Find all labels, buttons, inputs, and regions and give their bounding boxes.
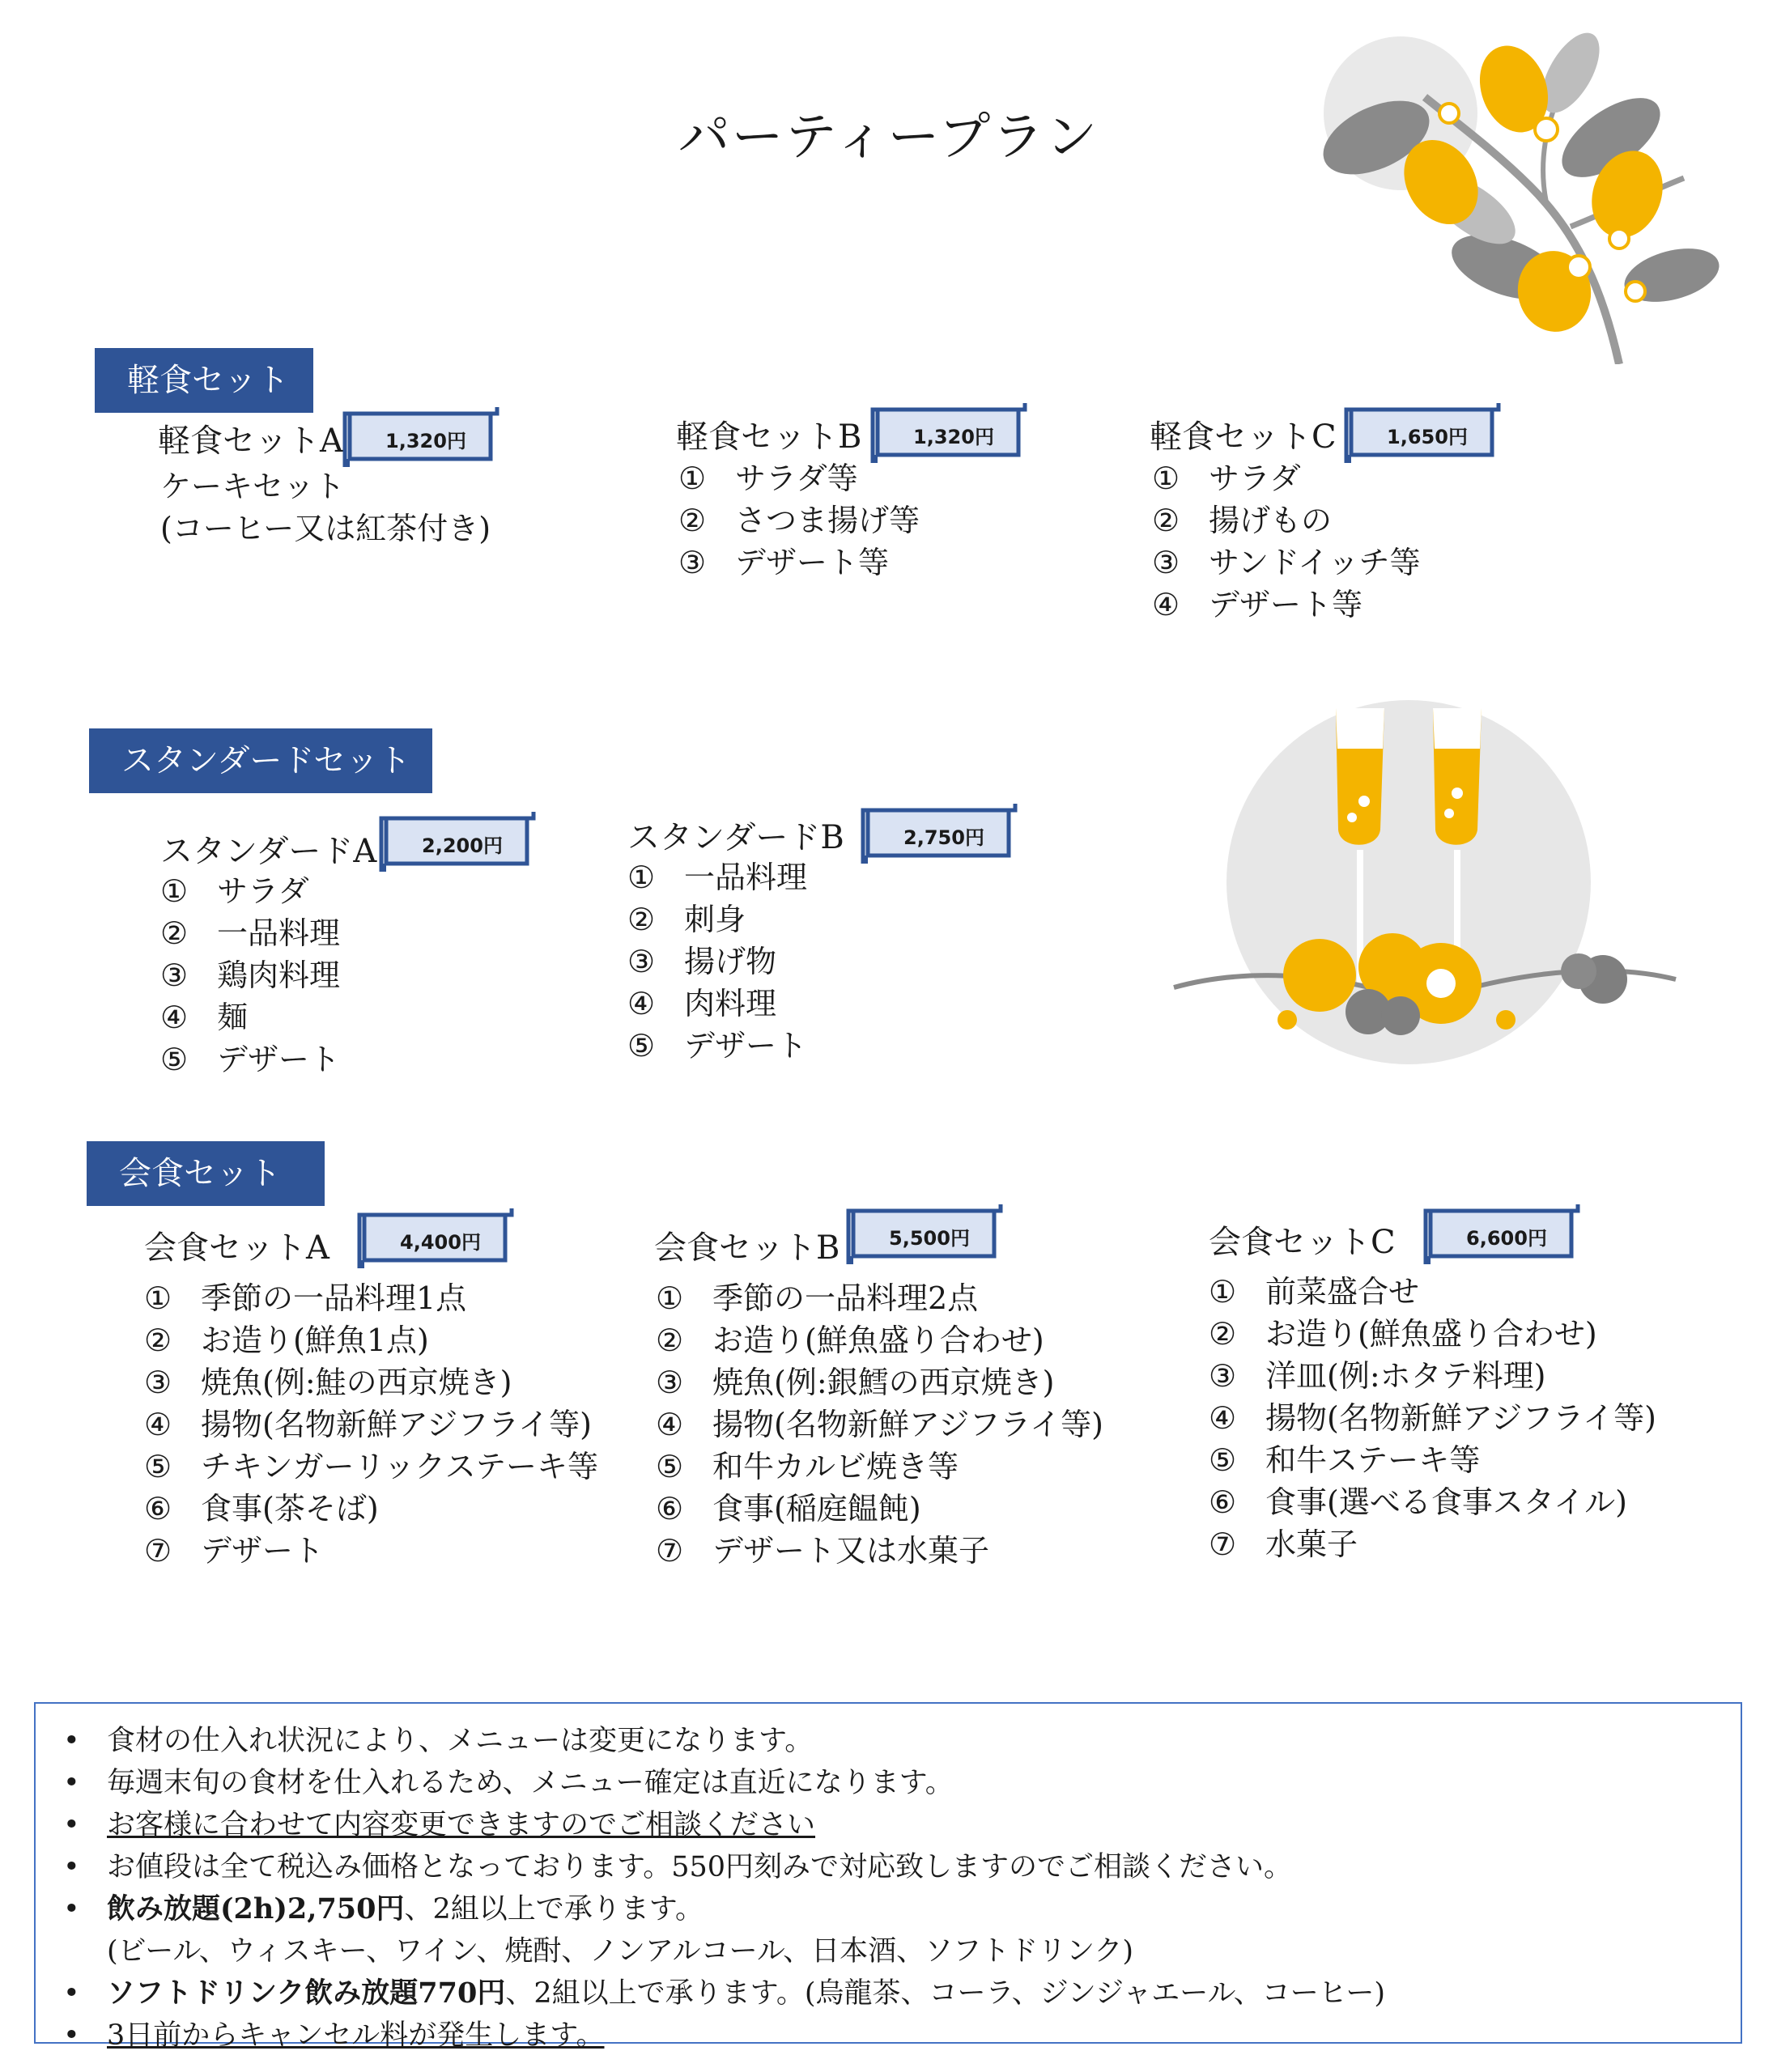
list-item: ④ 揚物(名物新鮮アジフライ等) (144, 1407, 592, 1442)
desc-line: ケーキセット (160, 469, 346, 504)
desc-line: (コーヒー又は紅茶付き) (160, 511, 491, 546)
price-tag-dinner-b (844, 1198, 1010, 1271)
list-item: ③ 焼魚(例:銀鱈の西京焼き) (656, 1365, 1055, 1400)
price-text: 4,400円 (400, 1231, 481, 1254)
set-title-standard-a: スタンダードA (160, 833, 377, 870)
page-title: パーティープラン (678, 108, 1099, 168)
list-item: ① サラダ (160, 873, 309, 909)
list-item: ④ 揚物(名物新鮮アジフライ等) (1209, 1400, 1656, 1436)
lemon-branch-illustration (1303, 24, 1724, 364)
list-item: ② お造り(鮮魚盛り合わせ) (656, 1323, 1044, 1358)
list-item: ① 前菜盛合せ (1209, 1274, 1420, 1310)
note-item: • 3日前からキャンセル料が発生します。 (60, 2015, 1741, 2057)
list-item: ⑤ チキンガーリックステーキ等 (144, 1449, 598, 1484)
price-text: 2,750円 (903, 826, 984, 849)
list-item: ① サラダ (1152, 461, 1301, 496)
list-item: ③ デザート等 (678, 545, 890, 580)
list-item: ② 一品料理 (160, 915, 341, 951)
list-item: ③ 焼魚(例:鮭の西京焼き) (144, 1365, 512, 1400)
list-item: ⑤ デザート (160, 1042, 341, 1077)
list-item: ② 刺身 (627, 902, 746, 937)
price-text: 1,650円 (1387, 426, 1468, 448)
list-item: ① 季節の一品料理2点 (656, 1280, 979, 1316)
list-item: ⑦ デザート又は水菓子 (656, 1533, 990, 1569)
set-desc-light-a (160, 465, 491, 550)
set-title-light-c: 軽食セットC (1150, 418, 1337, 456)
set-title-light-a: 軽食セットA (158, 422, 343, 460)
list-item: ④ デザート等 (1152, 587, 1363, 622)
note-item: • お値段は全て税込み価格となっております。550円刻みで対応致しますのでご相談ください。 (60, 1846, 1741, 1888)
price-text: 2,200円 (422, 834, 503, 857)
notes-box (34, 1702, 1742, 2052)
set-title-light-b: 軽食セットB (676, 418, 862, 456)
set-items-standard-b (627, 856, 807, 1067)
list-item: ④ 肉料理 (627, 986, 777, 1021)
list-item: ① 一品料理 (627, 860, 808, 895)
list-item: ① サラダ等 (678, 461, 858, 496)
price-text: 1,320円 (913, 426, 994, 448)
note-item: • お客様に合わせて内容変更できますのでご相談ください (60, 1804, 1741, 1846)
set-items-dinner-b (656, 1277, 1103, 1572)
section-heading-light: 軽食セット (95, 348, 313, 413)
note-item: • ソフトドリンク飲み放題770円、2組以上で承ります。(烏龍茶、コーラ、ジンジャエール、コーヒー) (60, 1972, 1741, 2015)
list-item: ③ 鶏肉料理 (160, 957, 341, 993)
list-item: ③ 洋皿(例:ホタテ料理) (1209, 1358, 1546, 1394)
price-tag-light-a (340, 401, 506, 473)
price-tag-dinner-c (1421, 1198, 1587, 1271)
set-title-dinner-c: 会食セットC (1209, 1224, 1396, 1261)
list-item: ② お造り(鮮魚盛り合わせ) (1209, 1316, 1597, 1352)
price-text: 1,320円 (385, 430, 466, 452)
list-item: ② お造り(鮮魚1点) (144, 1323, 429, 1358)
list-item: ② 揚げもの (1152, 503, 1333, 538)
price-tag-standard-b (858, 797, 1024, 870)
list-item: ⑦ 水菓子 (1209, 1526, 1358, 1562)
set-title-dinner-a: 会食セットA (144, 1229, 329, 1267)
price-tag-standard-a (376, 805, 542, 878)
set-title-standard-b: スタンダードB (627, 819, 844, 856)
list-item: ④ 麺 (160, 1000, 249, 1035)
section-heading-dinner: 会食セット (87, 1141, 325, 1206)
list-item: ⑥ 食事(稲庭饂飩) (656, 1491, 921, 1526)
set-title-dinner-b: 会食セットB (654, 1229, 840, 1267)
list-item: ⑥ 食事(選べる食事スタイル) (1209, 1484, 1627, 1520)
set-items-light-b (678, 457, 920, 584)
price-text: 5,500円 (889, 1227, 970, 1250)
list-item: ⑦ デザート (144, 1533, 325, 1569)
note-item: • 食材の仕入れ状況により、メニューは変更になります。 (60, 1720, 1741, 1762)
list-item: ③ 揚げ物 (627, 944, 777, 979)
list-item: ① 季節の一品料理1点 (144, 1280, 467, 1316)
note-item-sub: (ビール、ウィスキー、ワイン、焼酎、ノンアルコール、日本酒、ソフトドリンク) (107, 1935, 1134, 1968)
set-items-standard-a (160, 870, 340, 1081)
set-items-dinner-a (144, 1277, 598, 1572)
list-item: ④ 揚物(名物新鮮アジフライ等) (656, 1407, 1103, 1442)
list-item: ⑤ デザート (627, 1028, 808, 1064)
set-items-dinner-c (1209, 1271, 1656, 1565)
set-items-light-c (1152, 457, 1420, 626)
note-item: • 飲み放題(2h)2,750円、2組以上で承ります。 (60, 1888, 1741, 1930)
price-text: 6,600円 (1466, 1227, 1547, 1250)
list-item: ② さつま揚げ等 (678, 503, 920, 538)
list-item: ③ サンドイッチ等 (1152, 545, 1421, 580)
price-tag-dinner-a (355, 1202, 521, 1275)
list-item: ⑥ 食事(茶そば) (144, 1491, 379, 1526)
note-item: • 毎週末旬の食材を仕入れるため、メニュー確定は直近になります。 (60, 1762, 1741, 1804)
list-item: ⑤ 和牛ステーキ等 (1209, 1442, 1481, 1478)
champagne-illustration (1166, 700, 1684, 1089)
list-item: ⑤ 和牛カルビ焼き等 (656, 1449, 959, 1484)
section-heading-standard: スタンダードセット (89, 728, 432, 793)
notes-list (60, 1720, 1741, 2057)
